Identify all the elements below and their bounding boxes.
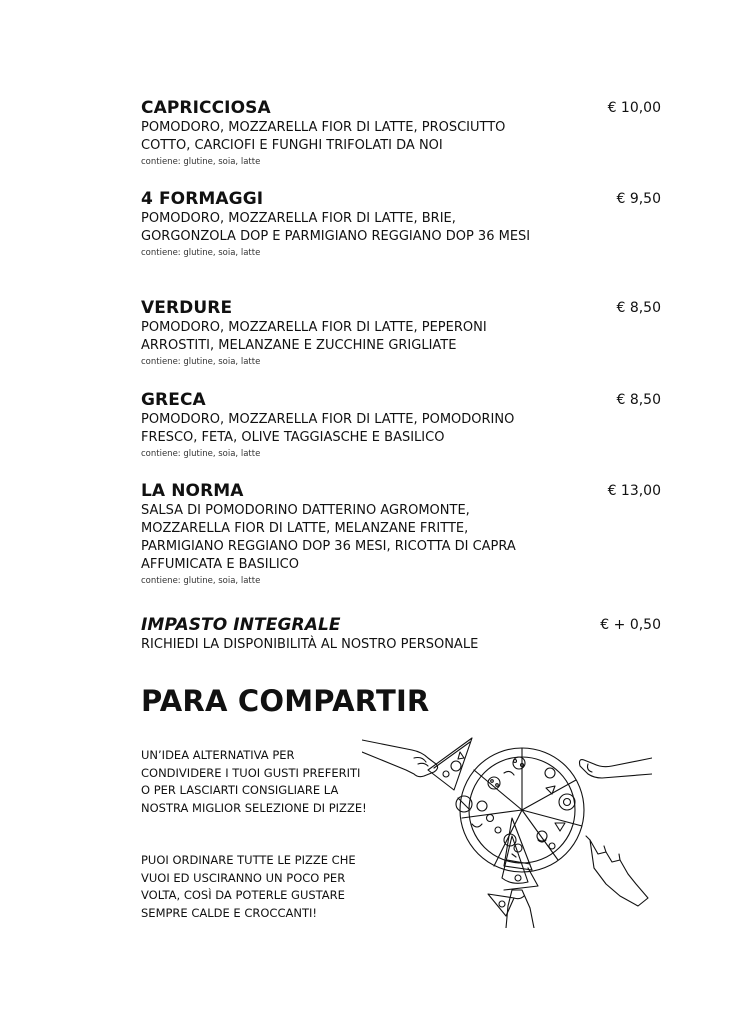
menu-item-price: € 9,50 (616, 191, 661, 207)
menu-extra-name: IMPASTO INTEGRALE (141, 615, 341, 635)
menu-item-price: € 13,00 (607, 483, 661, 499)
menu-item-name: VERDURE (141, 298, 233, 318)
menu-item-allergens: contiene: glutine, soia, latte (141, 157, 261, 167)
menu-item-description: POMODORO, MOZZARELLA FIOR DI LATTE, PEPERONI ARROSTITI, MELANZANE E ZUCCHINE GRIGLIATE (141, 320, 487, 353)
menu-item-4-formaggi (141, 189, 661, 259)
menu-item-verdure (141, 298, 661, 368)
menu-item-la-norma (141, 481, 661, 587)
menu-item-price: € 8,50 (616, 300, 661, 316)
menu-item-allergens: contiene: glutine, soia, latte (141, 576, 261, 586)
menu-item-price: € 10,00 (607, 100, 661, 116)
menu-item-name: 4 FORMAGGI (141, 189, 264, 209)
menu-item-capricciosa (141, 98, 661, 168)
menu-extra-description: RICHIEDI LA DISPONIBILITÀ AL NOSTRO PERSONALE (141, 637, 479, 652)
menu-item-name: LA NORMA (141, 481, 244, 501)
section-title: PARA COMPARTIR (141, 684, 430, 718)
menu-item-price: € 8,50 (616, 392, 661, 408)
menu-item-description: POMODORO, MOZZARELLA FIOR DI LATTE, POMODORINO FRESCO, FETA, OLIVE TAGGIASCHE E BASILICO (141, 412, 515, 445)
menu-item-allergens: contiene: glutine, soia, latte (141, 248, 261, 258)
menu-extra-impasto-integrale (141, 615, 661, 654)
menu-item-name: GRECA (141, 390, 206, 410)
share-paragraph-2: PUOI ORDINARE TUTTE LE PIZZE CHE VUOI ED USCIRANNO UN POCO PER VOLTA, COSÌ DA POTERLE GUSTARE SEMPRE CALDE E CROCCANTI! (141, 853, 356, 920)
menu-item-greca (141, 390, 661, 460)
menu-item-allergens: contiene: glutine, soia, latte (141, 357, 261, 367)
menu-item-description: POMODORO, MOZZARELLA FIOR DI LATTE, BRIE, GORGONZOLA DOP E PARMIGIANO REGGIANO DOP 36 MESI (141, 211, 531, 244)
menu-item-allergens: contiene: glutine, soia, latte (141, 449, 261, 459)
menu-item-description: POMODORO, MOZZARELLA FIOR DI LATTE, PROSCIUTTO COTTO, CARCIOFI E FUNGHI TRIFOLATI DA NOI (141, 120, 506, 153)
menu-item-name: CAPRICCIOSA (141, 98, 271, 118)
pizza-sharing-hands-icon (362, 728, 652, 928)
share-paragraph-1: UN’IDEA ALTERNATIVA PER CONDIVIDERE I TUOI GUSTI PREFERITI O PER LASCIARTI CONSIGLIARE LA NOSTRA MIGLIOR SELEZIONE DI PIZZE! (141, 748, 367, 815)
menu-extra-price: € + 0,50 (600, 617, 661, 633)
menu-item-description: SALSA DI POMODORINO DATTERINO AGROMONTE, MOZZARELLA FIOR DI LATTE, MELANZANE FRITTE, PARMIGIANO REGGIANO DOP 36 MESI, RICOTTA DI CAPRA AFFUMICATA E BASILICO (141, 503, 516, 572)
